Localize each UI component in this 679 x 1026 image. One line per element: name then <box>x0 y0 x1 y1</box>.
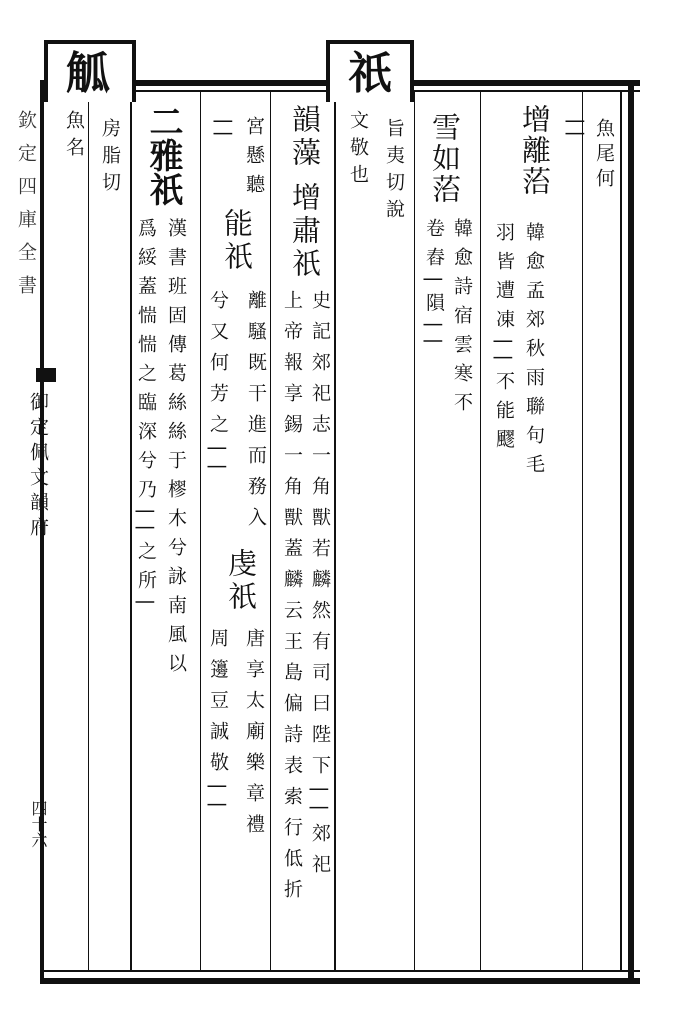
column-text: 魚尾何 <box>593 118 615 193</box>
frame-right-rule <box>628 80 634 984</box>
column-divider <box>200 92 201 970</box>
headword-char: 增 <box>518 104 552 135</box>
column-divider <box>334 92 336 970</box>
margin-book-title: 御定佩文韻府 <box>27 392 49 542</box>
frame-bottom-rule <box>40 978 640 984</box>
frame-bottom-rule-thin <box>40 970 640 972</box>
column-text: 漢書班固傳葛絲絲于樛木兮詠南風以 <box>165 218 187 682</box>
rubric-tab-right <box>326 40 414 102</box>
page-number: 四十六 <box>29 800 48 848</box>
column-text: 爲綏蓋惴惴之臨深兮乃||之所| <box>135 218 157 616</box>
headword: 雪如菭 <box>428 112 462 205</box>
headword <box>518 104 552 197</box>
headword: 虔祇 <box>224 548 258 614</box>
column-text: 宮懸聽 <box>243 116 265 203</box>
rubric-tab-left <box>44 40 136 102</box>
rubric-left-char: 觚 <box>66 48 110 99</box>
column-text: 旨夷切說 <box>383 118 405 226</box>
margin-title: 欽定四庫全書 <box>15 110 37 308</box>
column-text: 羽皆遭凍||不能飂 <box>493 222 515 458</box>
column-text: 韓愈孟郊秋雨聯句毛 <box>523 222 545 483</box>
headword-char: 二雅 <box>143 104 183 172</box>
column-text: 卷舂|隕|| <box>423 218 445 355</box>
column-text: 房脂切 <box>99 118 121 199</box>
column-text: 周籩豆誠敬|| <box>207 628 229 820</box>
headword-char: 菭 <box>518 166 552 197</box>
column-divider <box>414 92 415 970</box>
headword-char: 離 <box>518 135 552 166</box>
frame-right-rule-thin <box>620 90 622 972</box>
column-text: 文敬也 <box>347 110 369 191</box>
margin-rule <box>36 368 56 382</box>
rubric-right-char: 祇 <box>348 48 392 99</box>
headword <box>143 104 183 206</box>
column-text: 史記郊祀志一角獸若麟然有司曰陛下||郊祀 <box>309 290 331 885</box>
headword: 能祇 <box>220 208 254 274</box>
headword: 增肅祇 <box>288 182 322 281</box>
column-text: 兮又何芳之|| <box>207 290 229 482</box>
column-text: 韓愈詩宿雲寒不 <box>451 218 473 421</box>
column-text: 魚名 <box>63 110 85 164</box>
column-text: 上帝報享錫一角獸蓋麟云王島偏詩表索行低折 <box>281 290 303 910</box>
column-text: 唐享太廟樂章禮 <box>243 628 265 845</box>
section-marker: 韻藻 <box>288 104 322 170</box>
column-divider <box>480 92 481 970</box>
column-divider <box>130 92 132 970</box>
column-divider <box>88 92 89 970</box>
column-divider <box>582 92 583 970</box>
ditto-marks: || <box>565 118 587 143</box>
ditto-marks: || <box>213 118 235 143</box>
headword-char: 祇 <box>143 172 183 206</box>
column-divider <box>270 92 271 970</box>
column-text: 離騷既干進而務入 <box>245 290 267 538</box>
